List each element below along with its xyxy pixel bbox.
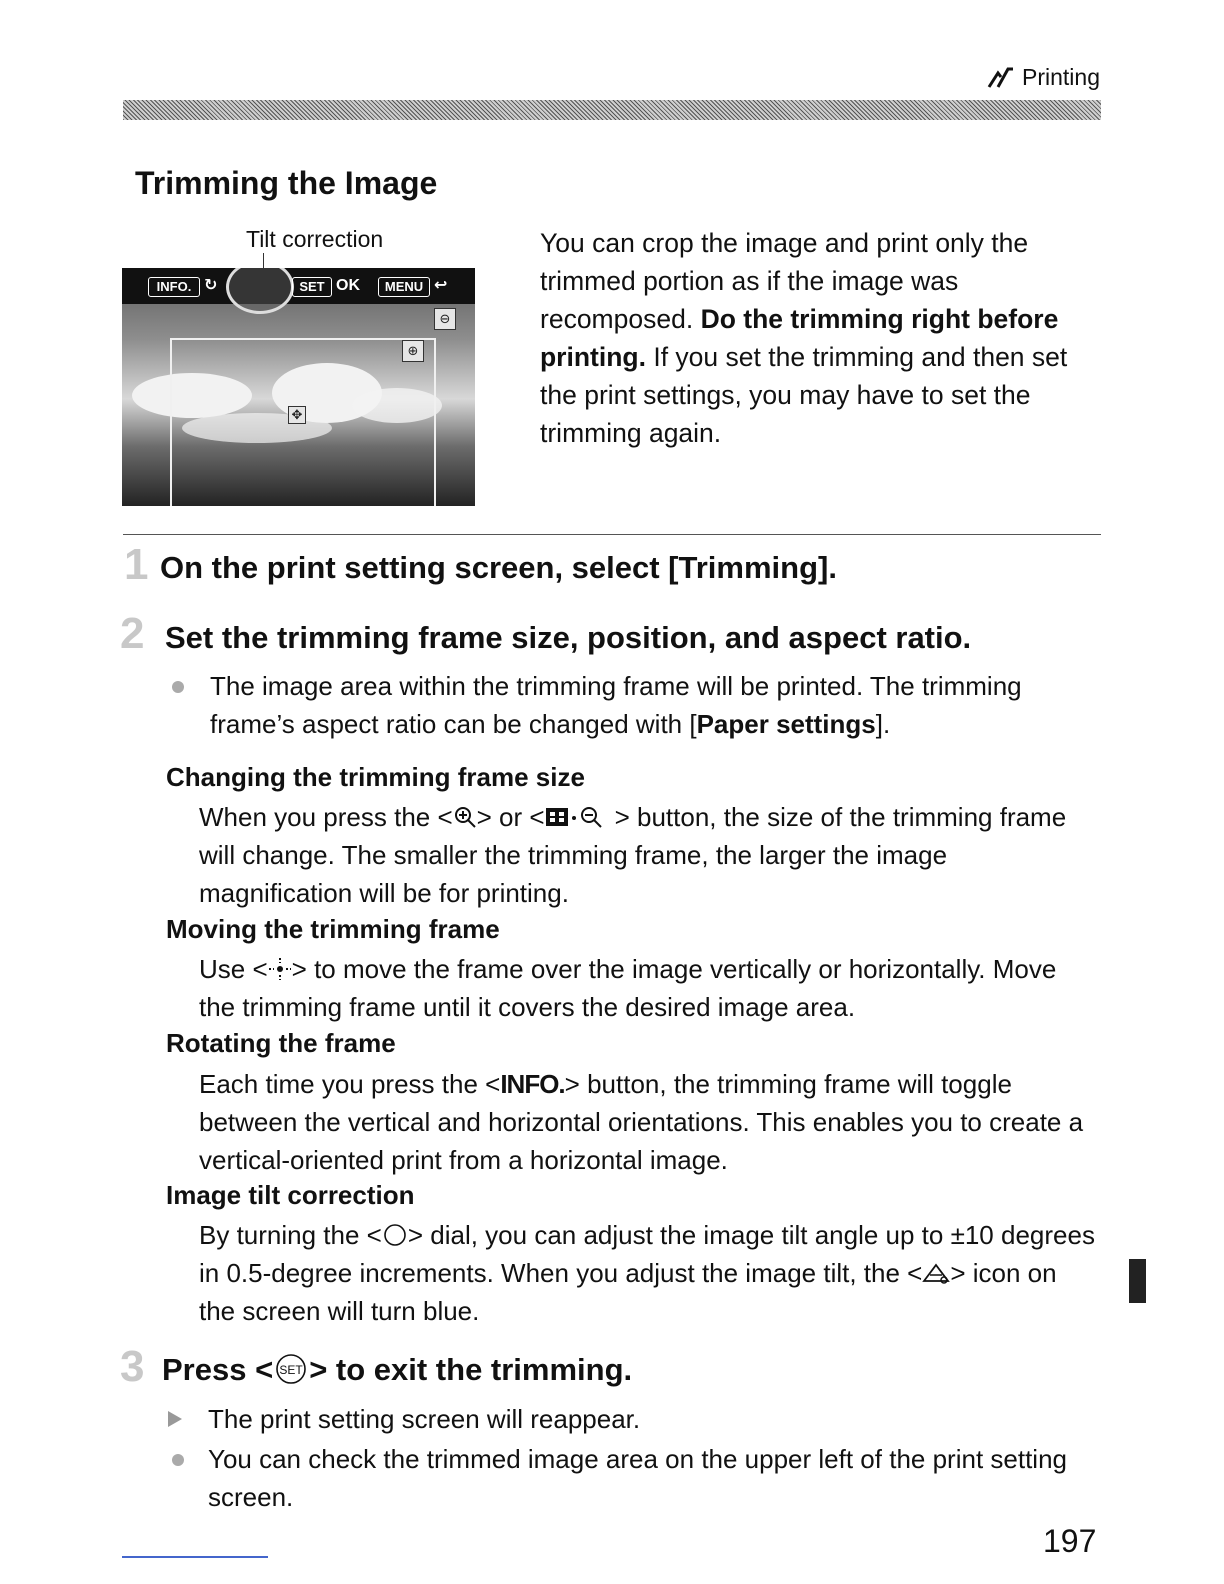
bullet-text: The image area within the trimming frame will be printed. The trimming frame’s aspect ratio can be changed with [Paper settings]. bbox=[210, 671, 1022, 739]
step-3-result bbox=[168, 1400, 1098, 1438]
sub-text-move: Use < > to move the frame over the image vertically or horizontally. Move the trimming frame until it covers the desired image area. bbox=[199, 954, 1057, 1022]
page-number: 197 bbox=[1043, 1523, 1097, 1559]
footer-line bbox=[122, 1556, 268, 1558]
section-name: Printing bbox=[1022, 64, 1100, 90]
step-1-title: On the print setting screen, select [Trimming]. bbox=[160, 550, 837, 585]
info-key: INFO. bbox=[148, 277, 200, 297]
rotate-icon: ↻ bbox=[204, 277, 218, 294]
result-arrow-icon bbox=[168, 1411, 182, 1427]
bullet-text: You can check the trimmed image area on the upper left of the print setting screen. bbox=[208, 1444, 1067, 1512]
section-divider bbox=[123, 534, 1101, 535]
lcd-top-bar bbox=[122, 268, 475, 304]
svg-text:SET: SET bbox=[279, 1363, 303, 1377]
dial-icon bbox=[382, 1223, 408, 1247]
return-icon: ↩ bbox=[434, 277, 448, 294]
magnify-plus-icon bbox=[453, 805, 477, 829]
menu-key: MENU bbox=[378, 277, 430, 297]
intro-bold: Do the trimming right before printing. bbox=[540, 304, 1059, 372]
print-icon bbox=[986, 65, 1016, 91]
step-2-bullet bbox=[172, 667, 1102, 743]
paper-settings-label: Paper settings bbox=[696, 709, 876, 739]
set-key: SET bbox=[292, 277, 332, 297]
sub-heading-rotate: Rotating the frame bbox=[166, 1028, 396, 1058]
step-3-title: Press < SET > to exit the trimming. bbox=[162, 1352, 633, 1387]
step-3-number: 3 bbox=[120, 1342, 145, 1391]
section-label bbox=[986, 64, 1100, 91]
index-magnify-minus-icon bbox=[545, 805, 615, 829]
sub-heading-size: Changing the trimming frame size bbox=[166, 762, 585, 792]
step-3-bullet bbox=[172, 1440, 1102, 1516]
intro-text-2: If you set the trimming and then set the print settings, you may have to set the trimming again. bbox=[540, 342, 1068, 448]
intro-text-1: You can crop the image and print only the trimmed portion as if the image was recomposed. bbox=[540, 228, 1029, 334]
zoom-in-icon: ⊕ bbox=[402, 340, 424, 362]
sub-text-size: When you press the < > or < > button, the size of the trimming frame will change. The smaller the trimming frame, the larger the image magnification will be for printing. bbox=[199, 802, 1067, 908]
intro-paragraph bbox=[540, 224, 1100, 452]
page-title: Trimming the Image bbox=[135, 165, 438, 201]
sub-text-tilt: By turning the < > dial, you can adjust the image tilt angle up to ±10 degrees in 0.5-degree increments. When you adjust the image tilt, the < > icon on the screen will turn blue. bbox=[199, 1220, 1095, 1326]
bullet-dot bbox=[172, 1454, 184, 1466]
sub-heading-move: Moving the trimming frame bbox=[166, 914, 500, 944]
bullet-dot bbox=[172, 681, 184, 693]
ok-label: OK bbox=[336, 277, 360, 294]
lcd-caption: Tilt correction bbox=[246, 226, 384, 252]
step-1-number: 1 bbox=[124, 540, 149, 589]
step-2-title: Set the trimming frame size, position, and aspect ratio. bbox=[165, 620, 972, 655]
header-bar bbox=[123, 100, 1101, 120]
result-text: The print setting screen will reappear. bbox=[208, 1404, 641, 1434]
zoom-out-icon: ⊖ bbox=[434, 308, 456, 330]
tilt-icon bbox=[922, 1261, 950, 1285]
cross-keys-icon: ✥ bbox=[288, 406, 306, 424]
info-button-label: INFO. bbox=[500, 1069, 565, 1099]
chapter-tab bbox=[1129, 1259, 1146, 1303]
step-2-number: 2 bbox=[120, 609, 145, 658]
sub-text-rotate: Each time you press the <INFO.> button, the trimming frame will toggle between the vertical and horizontal orientations. This enables you to create a vertical-oriented print from a horizontal image. bbox=[199, 1069, 1084, 1175]
sub-heading-tilt: Image tilt correction bbox=[166, 1180, 415, 1210]
cross-keys-icon bbox=[268, 957, 292, 981]
lcd-screen-illustration bbox=[122, 268, 475, 506]
set-button-icon bbox=[273, 1353, 309, 1385]
